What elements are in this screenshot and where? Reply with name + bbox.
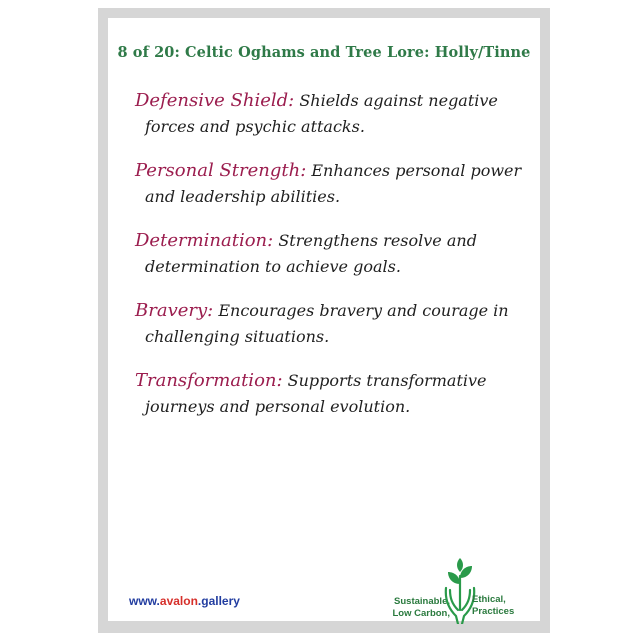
property-description: Enhances personal power and leadership abilities. — [145, 161, 522, 206]
website-link[interactable] — [129, 594, 240, 608]
property-description: Strengthens resolve and determination to achieve goals. — [145, 231, 477, 276]
property-term: Personal Strength: — [135, 160, 307, 181]
property-defensive-shield — [135, 88, 530, 140]
property-term: Defensive Shield: — [135, 90, 295, 111]
property-determination — [135, 228, 530, 280]
property-description: Supports transformative journeys and personal evolution. — [145, 371, 487, 416]
property-transformation — [135, 368, 530, 420]
ogham-card — [108, 18, 540, 621]
ethos-left-text: Sustainable, Low Carbon, — [392, 596, 450, 619]
property-term: Determination: — [135, 230, 274, 251]
ethos-badge — [388, 558, 528, 626]
url-brand: avalon — [159, 594, 198, 608]
url-suffix: .gallery — [197, 594, 240, 608]
property-description: Shields against negative forces and psychic attacks. — [145, 91, 498, 136]
url-prefix: www. — [129, 594, 160, 608]
property-bravery — [135, 298, 530, 350]
ethos-right-text: Ethical, Practices — [472, 594, 515, 617]
card-title: 8 of 20: Celtic Oghams and Tree Lore: Holly/Tinne — [117, 44, 531, 61]
property-term: Bravery: — [135, 300, 214, 321]
card-frame — [98, 8, 550, 633]
property-personal-strength — [135, 158, 530, 210]
property-description: Encourages bravery and courage in challenging situations. — [145, 301, 509, 346]
properties-list — [135, 88, 530, 438]
property-term: Transformation: — [135, 370, 283, 391]
